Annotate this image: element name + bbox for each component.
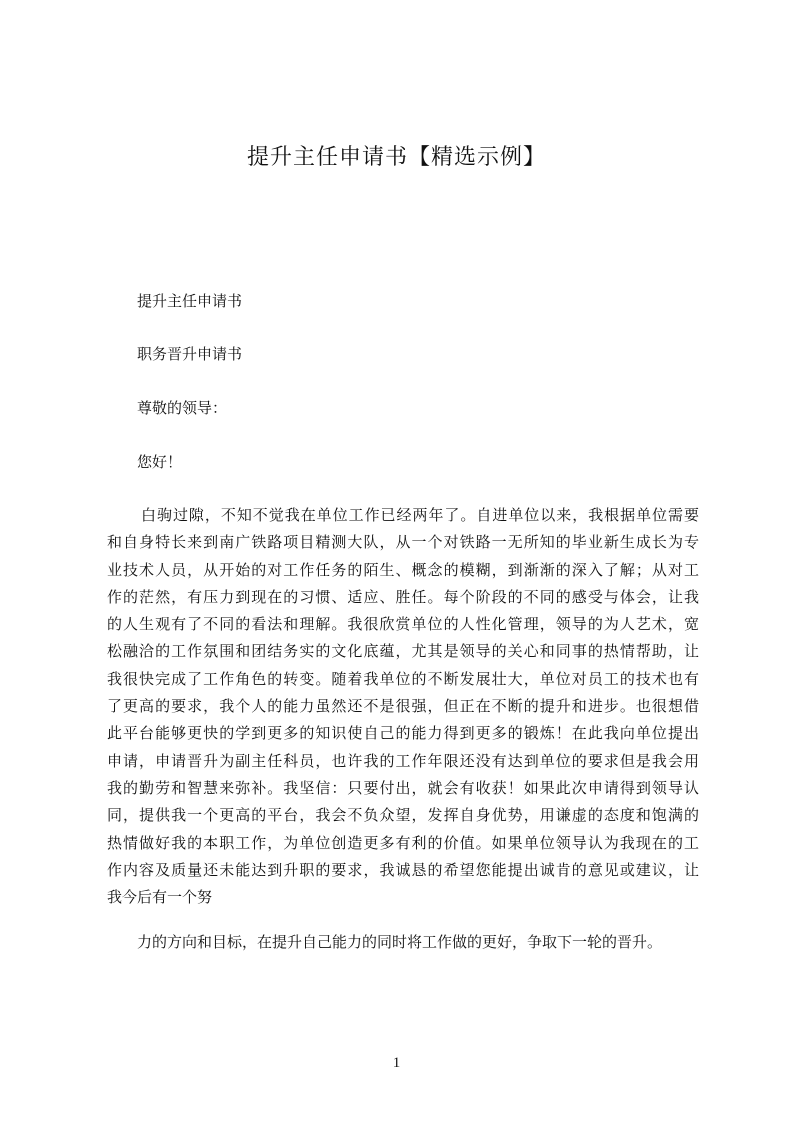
body-line: 松融洽的工作氛围和团结务实的文化底蕴，尤其是领导的关心和同事的热情帮助，让 xyxy=(107,642,699,661)
page-title: 提升主任申请书【精选示例】 xyxy=(246,145,546,170)
body-line: 我的勤劳和智慧来弥补。我坚信：只要付出，就会有收获！如果此次申请得到领导认 xyxy=(107,778,699,797)
body-line: 的人生观有了不同的看法和理解。我很欣赏单位的人性化管理，领导的为人艺术，宽 xyxy=(107,615,699,634)
body-line: 和自身特长来到南广铁路项目精测大队，从一个对铁路一无所知的毕业新生成长为专 xyxy=(107,533,699,552)
body-line: 了更高的要求，我个人的能力虽然还不是很强，但正在不断的提升和进步。也很想借 xyxy=(107,697,699,716)
body-line: 此平台能够更快的学到更多的知识使自己的能力得到更多的锻炼！在此我向单位提出 xyxy=(107,724,699,743)
subtitle-application: 提升主任申请书 xyxy=(137,292,243,310)
body-line: 作的茫然，有压力到现在的习惯、适应、胜任。每个阶段的不同的感受与体会，让我 xyxy=(107,587,699,606)
body-line: 白驹过隙，不知不觉我在单位工作已经两年了。自进单位以来，我根据单位需要 xyxy=(141,506,699,524)
closing-line: 力的方向和目标，在提升自己能力的同时将工作做的更好，争取下一轮的晋升。 xyxy=(137,933,663,951)
body-line: 我很快完成了工作角色的转变。随着我单位的不断发展壮大，单位对员工的技术也有 xyxy=(107,669,699,688)
body-paragraph xyxy=(107,502,699,911)
body-line: 热情做好我的本职工作，为单位创造更多有利的价值。如果单位领导认为我现在的工 xyxy=(107,833,699,852)
body-line: 作内容及质量还未能达到升职的要求，我诚恳的希望您能提出诚肯的意见或建议，让 xyxy=(107,860,699,879)
body-line: 业技术人员，从开始的对工作任务的陌生、概念的模糊，到渐渐的深入了解；从对工 xyxy=(107,560,699,579)
body-line: 我今后有一个努 xyxy=(107,888,213,907)
salutation: 尊敬的领导： xyxy=(137,399,228,417)
page-number: 1 xyxy=(392,1055,401,1071)
subtitle-promotion: 职务晋升申请书 xyxy=(137,345,243,363)
body-line: 同，提供我一个更高的平台，我会不负众望，发挥自身优势，用谦虚的态度和饱满的 xyxy=(107,806,699,825)
body-line: 申请，申请晋升为副主任科员，也许我的工作年限还没有达到单位的要求但是我会用 xyxy=(107,751,699,770)
greeting: 您好！ xyxy=(137,453,183,471)
